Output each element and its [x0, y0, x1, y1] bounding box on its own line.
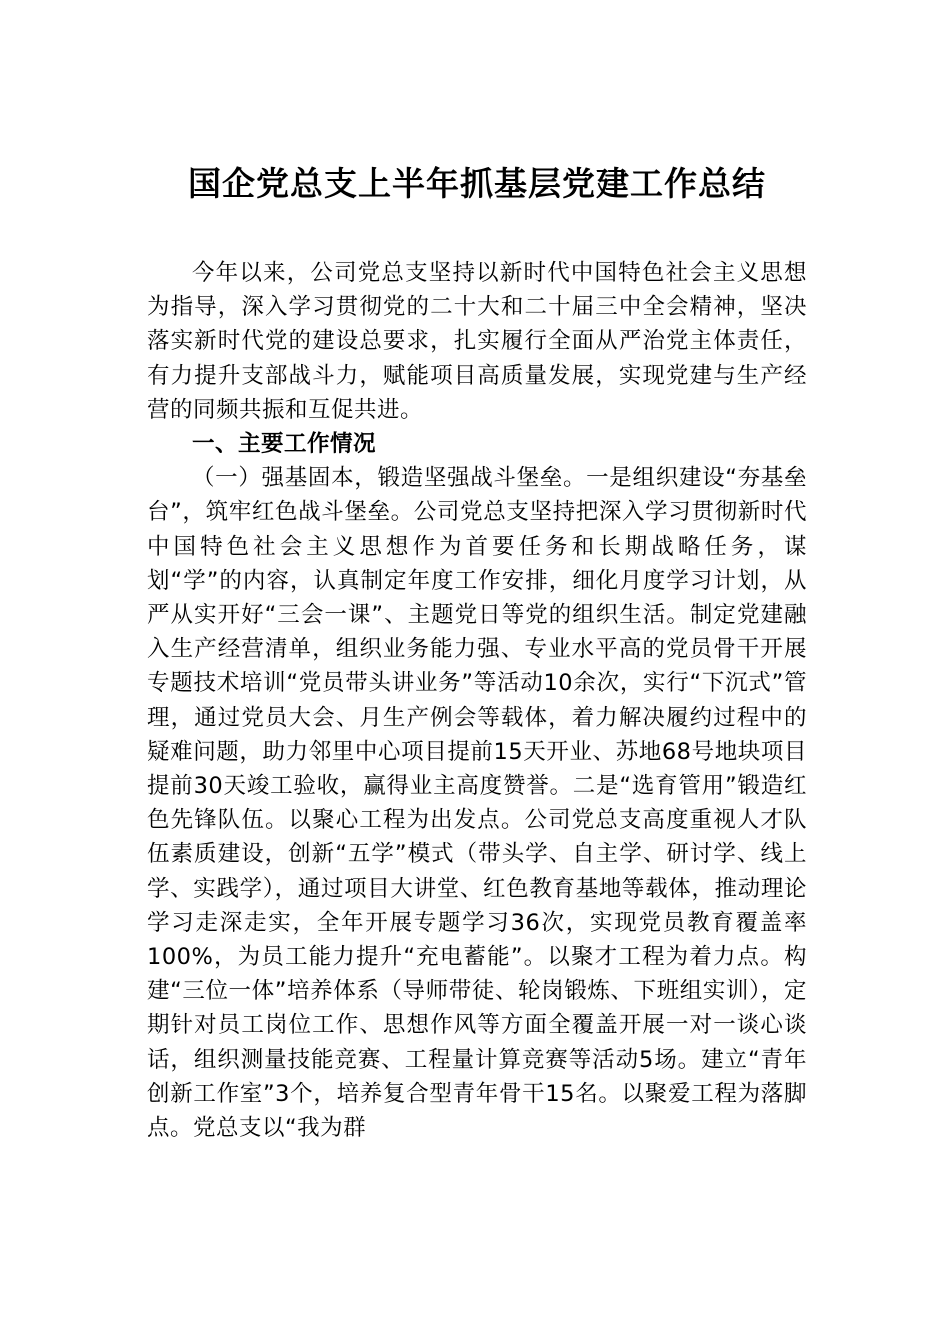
section-heading-main-work: 一、主要工作情况 — [192, 431, 377, 458]
section-paragraph-strengthen-foundation: （一）强基固本，锻造坚强战斗堡垒。一是组织建设“夯基垒台”，筑牢红色战斗堡垒。公司党总支坚持把深入学习贯彻新时代中国特色社会主义思想作为首要任务和长期战略任务，谋划“学”的内容，认真制定年度工作安排，细化月度学习计划，从严从实开好“三会一课”、主题党日等党的组织生活。制定党建融入生产经营清单，组织业务能力强、专业水平高的党员骨干开展专题技术培训“党员带头讲业务”等活动10余次，实行“下沉式”管理，通过党员大会、月生产例会等载体，着力解决履约过程中的疑难问题，助力邻里中心项目提前15天开业、苏地68号地块项目提前30天竣工验收，赢得业主高度赞誉。二是“选育管用”锻造红色先锋队伍。以聚心工程为出发点。公司党总支高度重视人才队伍素质建设，创新“五学”模式（带头学、自主学、研讨学、线上学、实践学），通过项目大讲堂、红色教育基地等载体，推动理论学习走深走实，全年开展专题学习36次，实现党员教育覆盖率100%，为员工能力提升“充电蓄能”。以聚才工程为着力点。构建“三位一体”培养体系（导师带徒、轮岗锻炼、下班组实训），定期针对员工岗位工作、思想作风等方面全覆盖开展一对一谈心谈话，组织测量技能竞赛、工程量计算竞赛等活动5场。建立“青年创新工作室”3个，培养复合型青年骨干15名。以聚爱工程为落脚点。党总支以“我为群 — [147, 465, 807, 1142]
intro-paragraph: 今年以来，公司党总支坚持以新时代中国特色社会主义思想为指导，深入学习贯彻党的二十大和二十届三中全会精神，坚决落实新时代党的建设总要求，扎实履行全面从严治党主体责任，有力提升支部战斗力，赋能项目高质量发展，实现党建与生产经营的同频共振和互促共进。 — [147, 260, 807, 423]
document-title: 国企党总支上半年抓基层党建工作总结 — [188, 164, 766, 203]
document-page — [147, 160, 807, 1145]
document-body — [147, 256, 807, 1145]
